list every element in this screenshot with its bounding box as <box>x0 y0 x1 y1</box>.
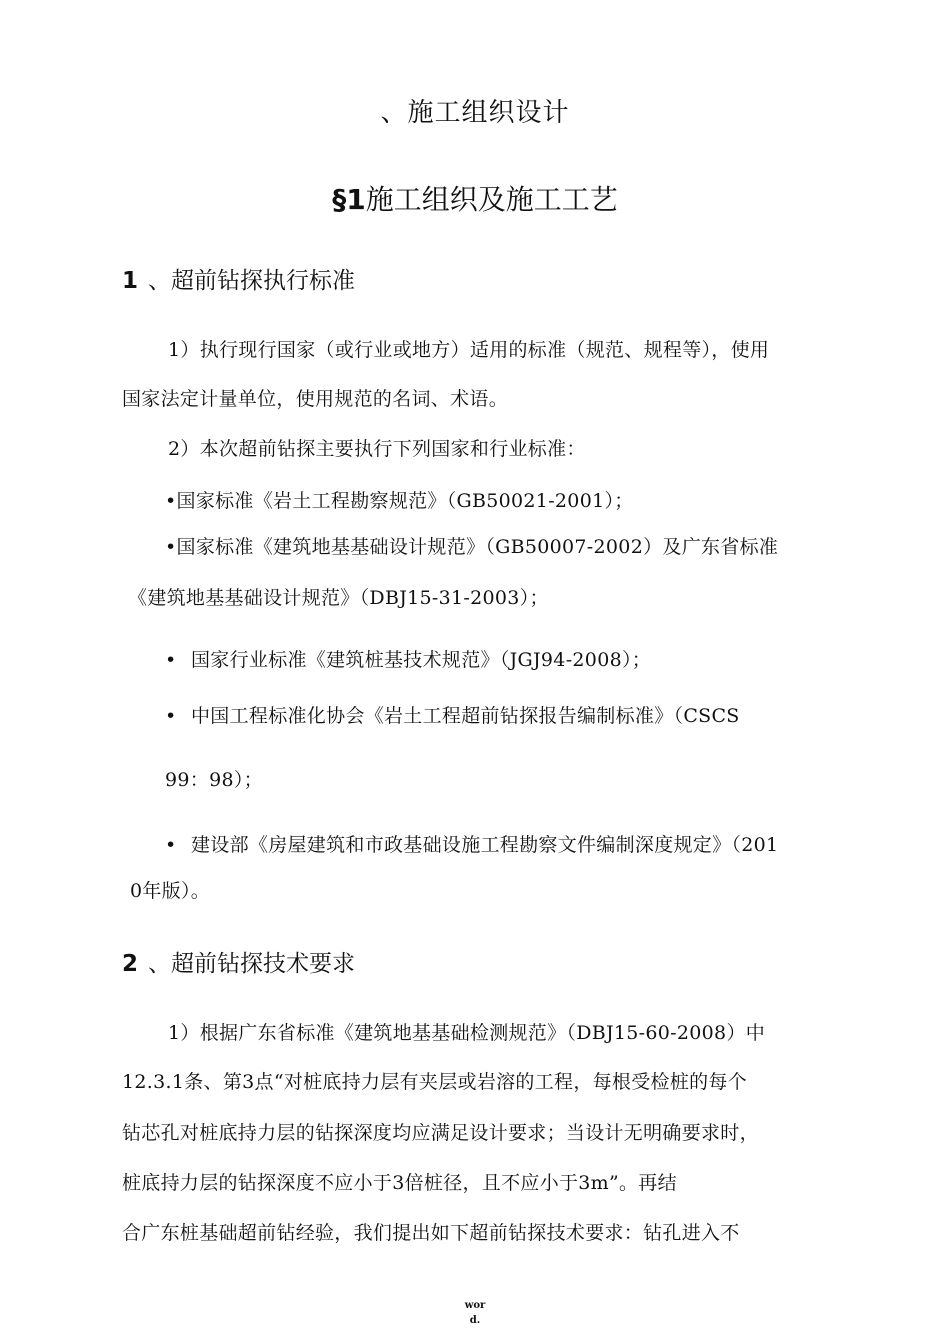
footer-line: d. <box>469 1315 481 1326</box>
heading-text: 、超前钻探执行标准 <box>148 268 356 294</box>
standard-end: ； <box>631 649 652 671</box>
bullet: • <box>165 536 177 558</box>
standard-name: 国家标准《建筑地基基础设计规范》 <box>176 536 486 558</box>
standard-item <box>165 486 634 513</box>
standard-name: 国家标准《岩土工程勘察规范》 <box>176 490 447 512</box>
standard-name: 建设部《房屋建筑和市政基础设施工程勘察文件编制深度规定》 <box>191 834 732 856</box>
standard-item <box>130 876 210 903</box>
standard-name: 中国工程标准化协会《岩土工程超前钻探报告编制标准》 <box>191 705 674 727</box>
standard-item <box>165 701 740 728</box>
heading-number: 1 <box>122 268 139 294</box>
bullet: • <box>165 705 177 727</box>
standard-end: 年版）。 <box>142 880 211 902</box>
bullet: • <box>165 834 177 856</box>
standard-item <box>165 645 651 672</box>
standard-item <box>165 830 778 857</box>
standard-end: ； <box>243 769 263 791</box>
standard-code: （JGJ94-2008） <box>499 649 632 671</box>
standard-name: 《建筑地基基础设计规范》 <box>128 587 360 609</box>
paragraph-line: 合广东桩基础超前钻经验，我们提出如下超前钻探技术要求：钻孔进入不 <box>122 1222 740 1244</box>
document-title: 、施工组织设计 <box>380 98 570 128</box>
standard-end: 及广东省标准 <box>662 536 779 558</box>
standard-code: （GB50007-2002） <box>485 536 663 558</box>
standard-end: ； <box>614 490 634 512</box>
paragraph-line: 1）根据广东省标准《建筑地基基础检测规范》（DBJ15-60-2008）中 <box>168 1022 766 1044</box>
section-title-text: 施工组织及施工工艺 <box>365 183 618 216</box>
paragraph-line: 2）本次超前钻探主要执行下列国家和行业标准： <box>168 438 586 460</box>
standard-end: ； <box>529 587 549 609</box>
standard-item <box>165 765 263 792</box>
heading-section-2 <box>122 945 355 978</box>
standard-item <box>128 583 549 610</box>
paragraph-line: 国家法定计量单位，使用规范的名词、术语。 <box>122 388 509 410</box>
standard-code: （201 <box>731 834 779 856</box>
bullet: • <box>165 649 177 671</box>
section-title <box>0 178 950 218</box>
page-footer <box>0 1298 950 1328</box>
heading-text: 、超前钻探技术要求 <box>148 951 356 977</box>
standard-code: 0 <box>130 880 143 902</box>
bullet: • <box>165 490 177 512</box>
paragraph-line: 钻芯孔对桩底持力层的钻探深度均应满足设计要求；当设计无明确要求时， <box>122 1122 759 1144</box>
standard-code: 99：98） <box>165 769 244 791</box>
paragraph-line: 12.3.1条、第3点“对桩底持力层有夹层或岩溶的工程，每根受检桩的每个 <box>122 1071 748 1093</box>
paragraph-line: 桩底持力层的钻探深度不应小于3倍桩径，且不应小于3m”。再结 <box>122 1172 677 1194</box>
footer-line: wor <box>464 1300 486 1311</box>
standard-item <box>165 532 778 559</box>
heading-number: 2 <box>122 951 139 977</box>
heading-section-1 <box>122 262 355 295</box>
paragraph-line: 1）执行现行国家（或行业或地方）适用的标准（规范、规程等），使用 <box>168 339 770 361</box>
section-mark: §1 <box>332 183 366 216</box>
standard-code: （CSCS <box>673 705 740 727</box>
standard-name: 国家行业标准《建筑桩基技术规范》 <box>191 649 500 671</box>
standard-code: （GB50021-2001） <box>446 490 615 512</box>
standard-code: （DBJ15-31-2003） <box>359 587 530 609</box>
